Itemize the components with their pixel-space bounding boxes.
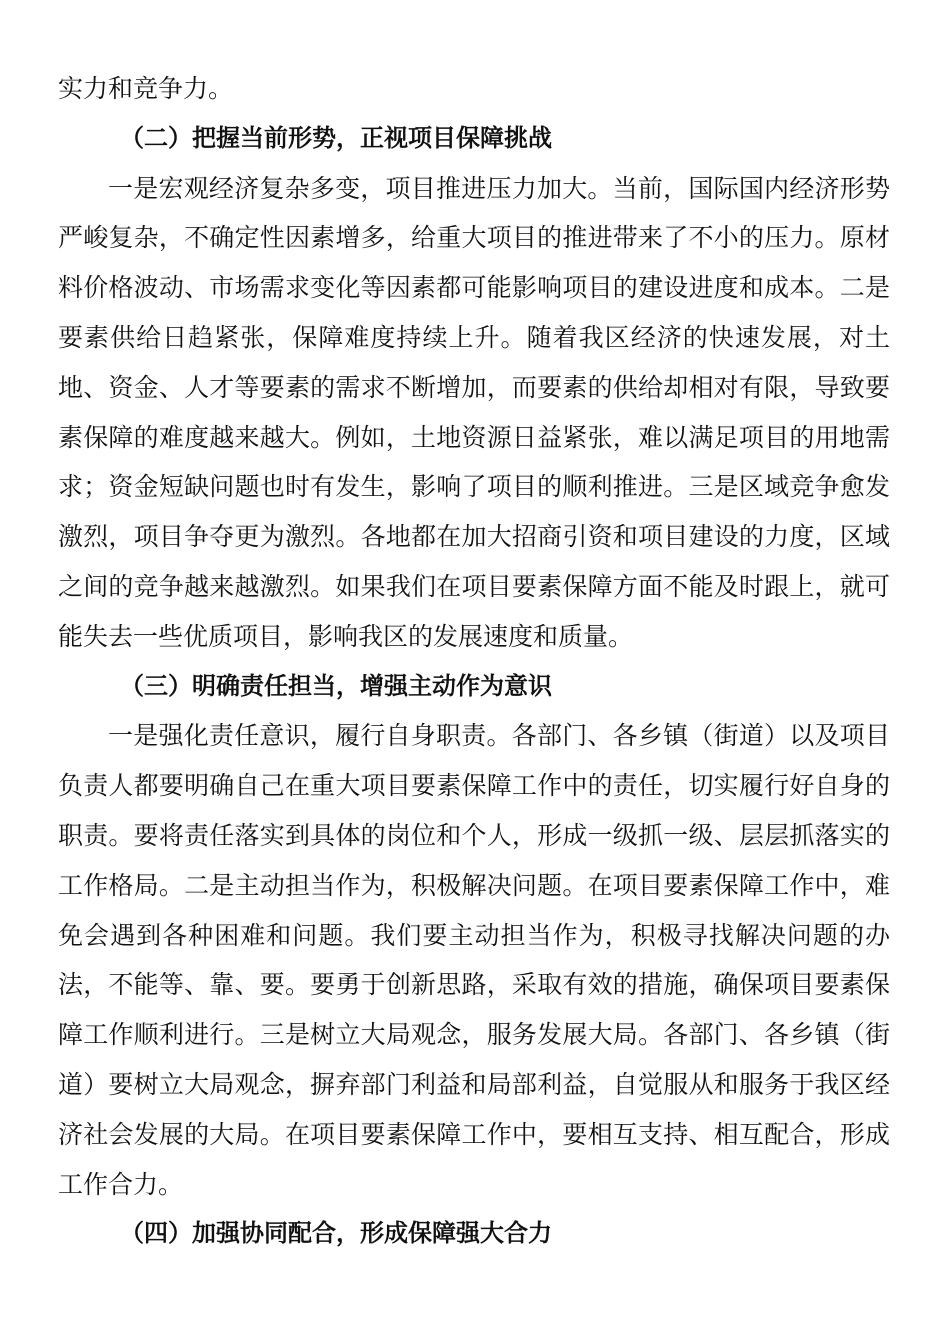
section-heading-4: （四）加强协同配合，形成保障强大合力 <box>120 1219 552 1248</box>
paragraph-challenges: 一是宏观经济复杂多变，项目推进压力加大。当前，国际国内经济形势严峻复杂，不确定性因素增多，给重大项目的推进带来了不小的压力。原材料价格波动、市场需求变化等因素都可能影响项目的建设进度和成本。二是要素供给日趋紧张，保障难度持续上升。随着我区经济的快速发展，对土地、资金、人才等要素的需求不断增加，而要素的供给却相对有限，导致要素保障的难度越来越大。例如，土地资源日益紧张，难以满足项目的用地需求；资金短缺问题也时有发生，影响了项目的顺利推进。三是区域竞争愈发激烈，项目争夺更为激烈。各地都在加大招商引资和项目建设的力度，区域之间的竞争越来越激烈。如果我们在项目要素保障方面不能及时跟上，就可能失去一些优质项目，影响我区的发展速度和质量。 <box>58 173 890 651</box>
paragraph-continuation: 实力和竞争力。 <box>58 74 234 103</box>
paragraph-responsibility: 一是强化责任意识，履行自身职责。各部门、各乡镇（街道）以及项目负责人都要明确自己在重大项目要素保障工作中的责任，切实履行好自身的职责。要将责任落实到具体的岗位和个人，形成一级抓一级、层层抓落实的工作格局。二是主动担当作为，积极解决问题。在项目要素保障工作中，难免会遇到各种困难和问题。我们要主动担当作为，积极寻找解决问题的办法，不能等、靠、要。要勇于创新思路，采取有效的措施，确保项目要素保障工作顺利进行。三是树立大局观念，服务发展大局。各部门、各乡镇（街道）要树立大局观念，摒弃部门利益和局部利益，自觉服从和服务于我区经济社会发展的大局。在项目要素保障工作中，要相互支持、相互配合，形成工作合力。 <box>58 721 890 1199</box>
section-heading-3: （三）明确责任担当，增强主动作为意识 <box>120 671 552 700</box>
section-heading-2: （二）把握当前形势，正视项目保障挑战 <box>120 123 552 152</box>
document-page <box>58 64 890 1259</box>
